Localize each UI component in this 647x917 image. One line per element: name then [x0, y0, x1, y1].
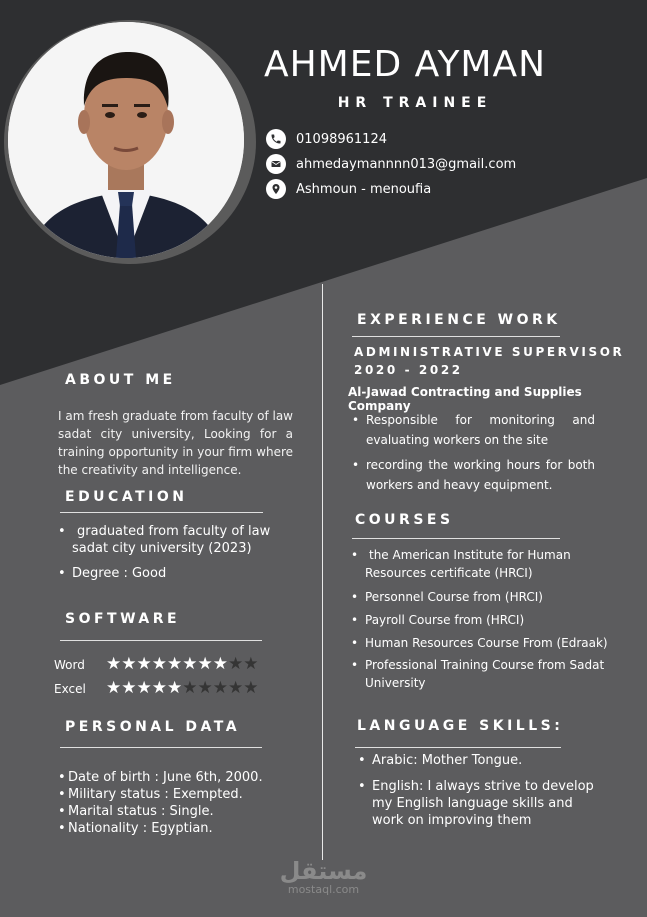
experience-heading: EXPERIENCE WORK: [357, 312, 561, 328]
star-filled-icon: ★: [197, 654, 213, 674]
star-empty-icon: ★: [197, 678, 213, 698]
courses-heading: COURSES: [355, 512, 454, 528]
star-filled-icon: ★: [167, 654, 183, 674]
location-pin-icon: [266, 179, 286, 199]
candidate-name: AHMED AYMAN: [263, 44, 547, 85]
course-item: • Human Resources Course From (Edraak): [351, 634, 609, 652]
star-filled-icon: ★: [106, 678, 122, 698]
star-empty-icon: ★: [228, 654, 244, 674]
language-heading: LANGUAGE SKILLS:: [357, 718, 564, 734]
star-filled-icon: ★: [151, 654, 167, 674]
language-item: • English: I always strive to develop my English language skills and work on improving them: [358, 778, 600, 829]
contact-phone: [266, 129, 387, 149]
star-filled-icon: ★: [121, 654, 137, 674]
language-list: [358, 752, 600, 829]
education-heading: EDUCATION: [65, 489, 188, 505]
star-empty-icon: ★: [243, 678, 259, 698]
about-text: I am fresh graduate from faculty of law sadat city university, Looking for a training opportunity in your firm where the creativity and intelligence.: [58, 409, 293, 477]
star-filled-icon: ★: [151, 678, 167, 698]
experience-rule: [352, 336, 560, 337]
watermark-url: mostaql.com: [287, 883, 360, 896]
skill-label: Excel: [54, 681, 86, 696]
contact-email: [266, 154, 516, 174]
phone-icon: [266, 129, 286, 149]
star-filled-icon: ★: [136, 678, 152, 698]
course-item: • Payroll Course from (HRCI): [351, 611, 609, 629]
star-filled-icon: ★: [167, 678, 183, 698]
location-text: Ashmoun - menoufia: [296, 181, 432, 197]
skill-rating-stars: [106, 656, 259, 673]
personal-item: • Date of birth : June 6th, 2000.: [58, 769, 308, 786]
course-item: • Professional Training Course from Sadat University: [351, 656, 609, 692]
star-filled-icon: ★: [121, 678, 137, 698]
software-heading: SOFTWARE: [65, 611, 181, 627]
language-item: • Arabic: Mother Tongue.: [358, 752, 600, 769]
about-heading: ABOUT ME: [65, 372, 176, 388]
star-empty-icon: ★: [228, 678, 244, 698]
contact-location: [266, 179, 431, 199]
skill-label: Word: [54, 657, 85, 672]
personal-item: • Marital status : Single.: [58, 803, 308, 820]
column-divider: [322, 284, 323, 860]
personal-item: • Nationality : Egyptian.: [58, 820, 308, 837]
language-rule: [355, 747, 561, 748]
star-filled-icon: ★: [106, 654, 122, 674]
education-rule: [60, 512, 263, 513]
star-filled-icon: ★: [212, 654, 228, 674]
company-name: Al-Jawad Contracting and Supplies Company: [348, 385, 582, 413]
courses-list: [351, 546, 609, 692]
star-filled-icon: ★: [182, 654, 198, 674]
skill-word: [54, 656, 259, 673]
education-item: • graduated from faculty of law sadat city university (2023): [58, 523, 298, 557]
course-item: • Personnel Course from (HRCI): [351, 588, 609, 606]
job-years: 2020 - 2022: [354, 363, 463, 377]
personal-rule: [60, 747, 262, 748]
personal-list: [58, 769, 308, 837]
duty-item: • recording the working hours for both workers and heavy equipment.: [352, 455, 595, 495]
star-empty-icon: ★: [212, 678, 228, 698]
software-rule: [60, 640, 262, 641]
skill-excel: [54, 680, 259, 697]
email-icon: [266, 154, 286, 174]
watermark-logo: مستقل mostaql.com: [0, 858, 647, 896]
duty-item: • Responsible for monitoring and evaluating workers on the site: [352, 410, 595, 450]
candidate-role: HR TRAINEE: [337, 95, 493, 111]
job-title: ADMINISTRATIVE SUPERVISOR: [354, 345, 625, 359]
star-empty-icon: ★: [182, 678, 198, 698]
star-filled-icon: ★: [136, 654, 152, 674]
skill-rating-stars: [106, 680, 259, 697]
personal-item: • Military status : Exempted.: [58, 786, 308, 803]
star-empty-icon: ★: [243, 654, 259, 674]
profile-photo: [8, 22, 244, 258]
phone-text: 01098961124: [296, 131, 387, 147]
personal-heading: PERSONAL DATA: [65, 719, 241, 735]
education-list: [58, 523, 298, 582]
email-text: ahmedaymannnn013@gmail.com: [296, 156, 517, 172]
education-item: • Degree : Good: [58, 565, 298, 582]
duties-list: [352, 410, 595, 495]
courses-rule: [352, 538, 560, 539]
course-item: • the American Institute for Human Resources certificate (HRCI): [351, 546, 609, 582]
